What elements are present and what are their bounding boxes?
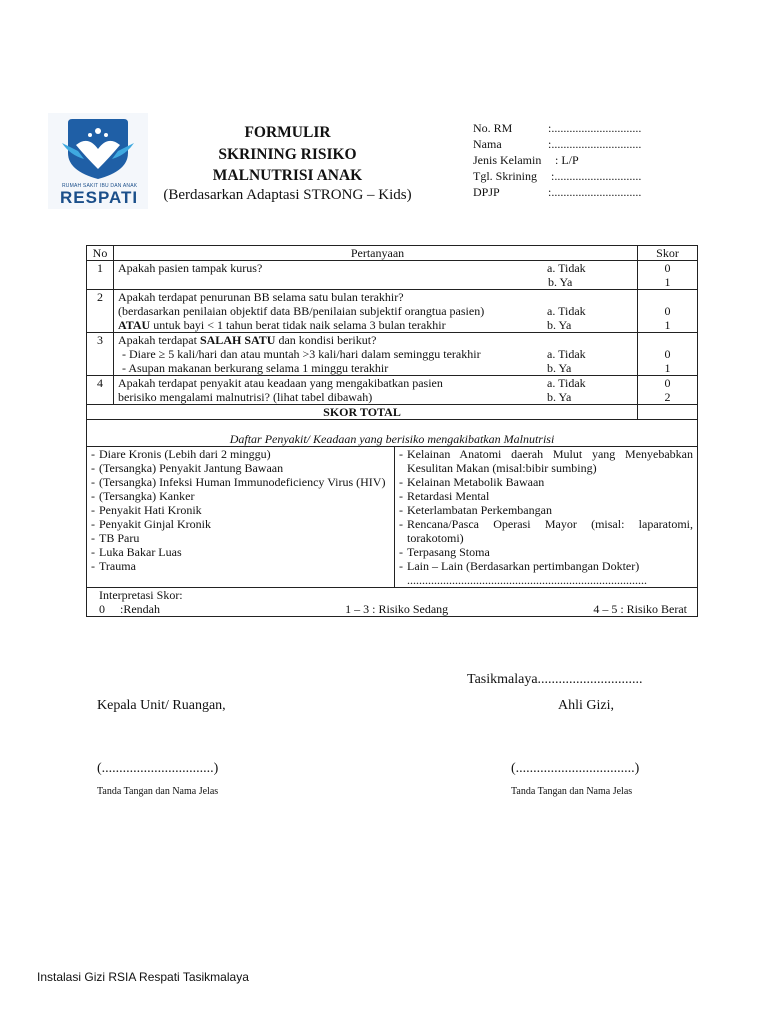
q3-line1 (118, 333, 376, 347)
info-label-date: Tgl. Skrining (473, 169, 538, 183)
q1-option-a[interactable]: a. Tidak (547, 261, 586, 275)
list-item: - Retardasi Mental (399, 489, 693, 503)
q3-line1-bold: SALAH SATU (199, 333, 276, 347)
screening-table (86, 245, 698, 617)
list-item: - Luka Bakar Luas (91, 545, 390, 559)
page-footer: Instalasi Gizi RSIA Respati Tasikmalaya (37, 970, 249, 984)
q4-line1: Apakah terdapat penyakit atau keadaan yang mengakibatkan pasien (118, 376, 443, 390)
q4-option-a[interactable]: a. Tidak (547, 376, 586, 390)
header-question: Pertanyaan (114, 246, 638, 261)
q4-score-b: 2 (664, 390, 671, 404)
other-disease-field[interactable] (399, 573, 693, 587)
disease-left-7: Luka Bakar Luas (99, 545, 182, 559)
total-row (87, 405, 698, 420)
logo-wordmark: RESPATI (60, 188, 139, 207)
disease-right-0: Kelainan Anatomi daerah Mulut yang Menyebabkan Kesulitan Makan (misal:bibir sumbing) (407, 447, 693, 475)
disease-right-5: Terpasang Stoma (407, 545, 490, 559)
disease-right-4: Rencana/Pasca Operasi Mayor (misal: laparatomi, torakotomi) (407, 517, 693, 545)
form-subtitle: (Berdasarkan Adaptasi STRONG – Kids) (163, 187, 412, 203)
interp-high: 4 – 5 : Risiko Berat (593, 602, 687, 616)
list-item: - (Tersangka) Kanker (91, 489, 390, 503)
q2-line3-rest: untuk bayi < 1 tahun berat tidak naik selama 3 bulan terakhir (150, 318, 446, 332)
other-disease-dots: ................................................................................ (407, 573, 647, 587)
hospital-logo (48, 113, 148, 209)
disease-right-2: Retardasi Mental (407, 489, 490, 503)
disease-right-6: Lain – Lain (Berdasarkan pertimbangan Dokter) (407, 559, 640, 573)
q1-text: Apakah pasien tampak kurus? (118, 261, 263, 275)
q3-line1-pre: Apakah terdapat (118, 333, 200, 347)
right-signature-caption: Tanda Tangan dan Nama Jelas (511, 786, 633, 797)
list-item: - Lain – Lain (Berdasarkan pertimbangan Dokter) (399, 559, 693, 573)
table-row (87, 290, 698, 333)
q1-option-b[interactable] (547, 275, 637, 289)
right-signer-title: Ahli Gizi, (558, 698, 614, 713)
list-item: - Keterlambatan Perkembangan (399, 503, 693, 517)
q2-option-b[interactable]: b. Ya (547, 318, 572, 332)
table-row (87, 261, 698, 290)
disease-list-title: Daftar Penyakit/ Keadaan yang berisiko mengakibatkan Malnutrisi (229, 432, 555, 446)
disease-right-3: Keterlambatan Perkembangan (407, 503, 552, 517)
disease-left-6: TB Paru (99, 531, 140, 545)
info-value-date[interactable]: :............................. (551, 169, 642, 183)
info-label-nama: Nama (473, 137, 502, 151)
list-item: - (Tersangka) Penyakit Jantung Bawaan (91, 461, 390, 475)
q1-option-b-label: b. Ya (548, 275, 573, 289)
disease-left-4: Penyakit Hati Kronik (99, 503, 202, 517)
info-label-dpjp: DPJP (473, 185, 500, 199)
q2-option-a[interactable]: a. Tidak (547, 304, 586, 318)
info-label-gender: Jenis Kelamin (473, 153, 542, 167)
q2-atau-bold: ATAU (118, 318, 151, 332)
disease-list-row (87, 447, 698, 588)
info-label-rm: No. RM (473, 121, 513, 135)
q1-number: 1 (87, 261, 114, 290)
info-value-nama[interactable]: :.............................. (548, 137, 642, 151)
list-item: - Terpasang Stoma (399, 545, 693, 559)
interpretation-row (87, 588, 698, 617)
list-item: - Rencana/Pasca Operasi Mayor (misal: laparatomi, torakotomi) (399, 517, 693, 545)
form-title: FORMULIR (244, 124, 331, 141)
list-item: - TB Paru (91, 531, 390, 545)
q3-line1-post: dan kondisi berikut? (275, 333, 377, 347)
q1-score-a: 0 (664, 261, 671, 275)
disease-left-2: (Tersangka) Infeksi Human Immunodeficiency Virus (HIV) (99, 475, 386, 489)
q4-option-b[interactable]: b. Ya (547, 390, 572, 404)
table-row (87, 376, 698, 405)
q4-number: 4 (87, 376, 114, 405)
q1-score-b: 1 (664, 275, 671, 289)
list-item: - Diare Kronis (Lebih dari 2 minggu) (91, 447, 390, 461)
form-title-line3: MALNUTRISI ANAK (212, 167, 363, 184)
total-label: SKOR TOTAL (323, 405, 401, 419)
info-value-dpjp[interactable]: :.............................. (548, 185, 642, 199)
q2-number: 2 (87, 290, 114, 333)
place-date[interactable]: Tasikmalaya.............................. (467, 672, 643, 687)
q2-line3 (118, 318, 446, 332)
list-item: - (Tersangka) Infeksi Human Immunodeficiency Virus (HIV) (91, 475, 390, 489)
info-value-rm[interactable]: :.............................. (548, 121, 642, 135)
disease-left-5: Penyakit Ginjal Kronik (99, 517, 211, 531)
disease-title-row (87, 420, 698, 447)
list-item: - Kelainan Metabolik Bawaan (399, 475, 693, 489)
q3-number: 3 (87, 333, 114, 376)
left-signature-caption: Tanda Tangan dan Nama Jelas (97, 786, 219, 797)
disease-right-1: Kelainan Metabolik Bawaan (407, 475, 545, 489)
disease-left-0: Diare Kronis (Lebih dari 2 minggu) (99, 447, 271, 461)
disease-left-3: (Tersangka) Kanker (99, 489, 195, 503)
header-no: No (87, 246, 114, 261)
logo-caption: RUMAH SAKIT IBU DAN ANAK (62, 183, 138, 189)
q3-option-a[interactable]: a. Tidak (547, 347, 586, 361)
q2-line1: Apakah terdapat penurunan BB selama satu bulan terakhir? (118, 290, 404, 304)
info-value-gender[interactable]: : L/P (555, 153, 579, 167)
q2-line2: (berdasarkan penilaian objektif data BB/penilaian subjektif orangtua pasien) (118, 304, 485, 318)
disease-left-8: Trauma (99, 559, 136, 573)
interp-medium: 1 – 3 : Risiko Sedang (345, 602, 449, 616)
q3-option-b[interactable]: b. Ya (547, 361, 572, 375)
total-score-cell[interactable] (638, 405, 698, 420)
q3-score-b: 1 (664, 361, 671, 375)
disease-list-left (87, 447, 395, 588)
q3-line2: - Diare ≥ 5 kali/hari dan atau muntah >3 kali/hari dalam seminggu terakhir (122, 347, 481, 361)
table-header-row (87, 246, 698, 261)
table-row (87, 333, 698, 376)
list-item: - Penyakit Ginjal Kronik (91, 517, 390, 531)
form-title-line2: SKRINING RISIKO (218, 146, 357, 163)
q2-score-a: 0 (664, 304, 671, 318)
list-item: - Penyakit Hati Kronik (91, 503, 390, 517)
left-signature-field[interactable]: (................................) (97, 761, 219, 776)
interpretation-label: Interpretasi Skor: (99, 588, 183, 602)
q3-line3: - Asupan makanan berkurang selama 1 minggu terakhir (122, 361, 389, 375)
left-signer-title: Kepala Unit/ Ruangan, (97, 698, 226, 713)
q2-score-b: 1 (664, 318, 671, 332)
list-item: - Kelainan Anatomi daerah Mulut yang Menyebabkan Kesulitan Makan (misal:bibir sumbing) (399, 447, 693, 475)
right-signature-field[interactable]: (..................................) (511, 761, 640, 776)
respati-logo-icon (48, 113, 148, 183)
list-item: - Trauma (91, 559, 390, 573)
disease-list-right (395, 447, 698, 588)
q3-score-a: 0 (664, 347, 671, 361)
q4-score-a: 0 (664, 376, 671, 390)
interp-low: 0 :Rendah (99, 602, 160, 616)
disease-left-1: (Tersangka) Penyakit Jantung Bawaan (99, 461, 284, 475)
q4-line2: berisiko mengalami malnutrisi? (lihat tabel dibawah) (118, 390, 373, 404)
header-score: Skor (638, 246, 698, 261)
